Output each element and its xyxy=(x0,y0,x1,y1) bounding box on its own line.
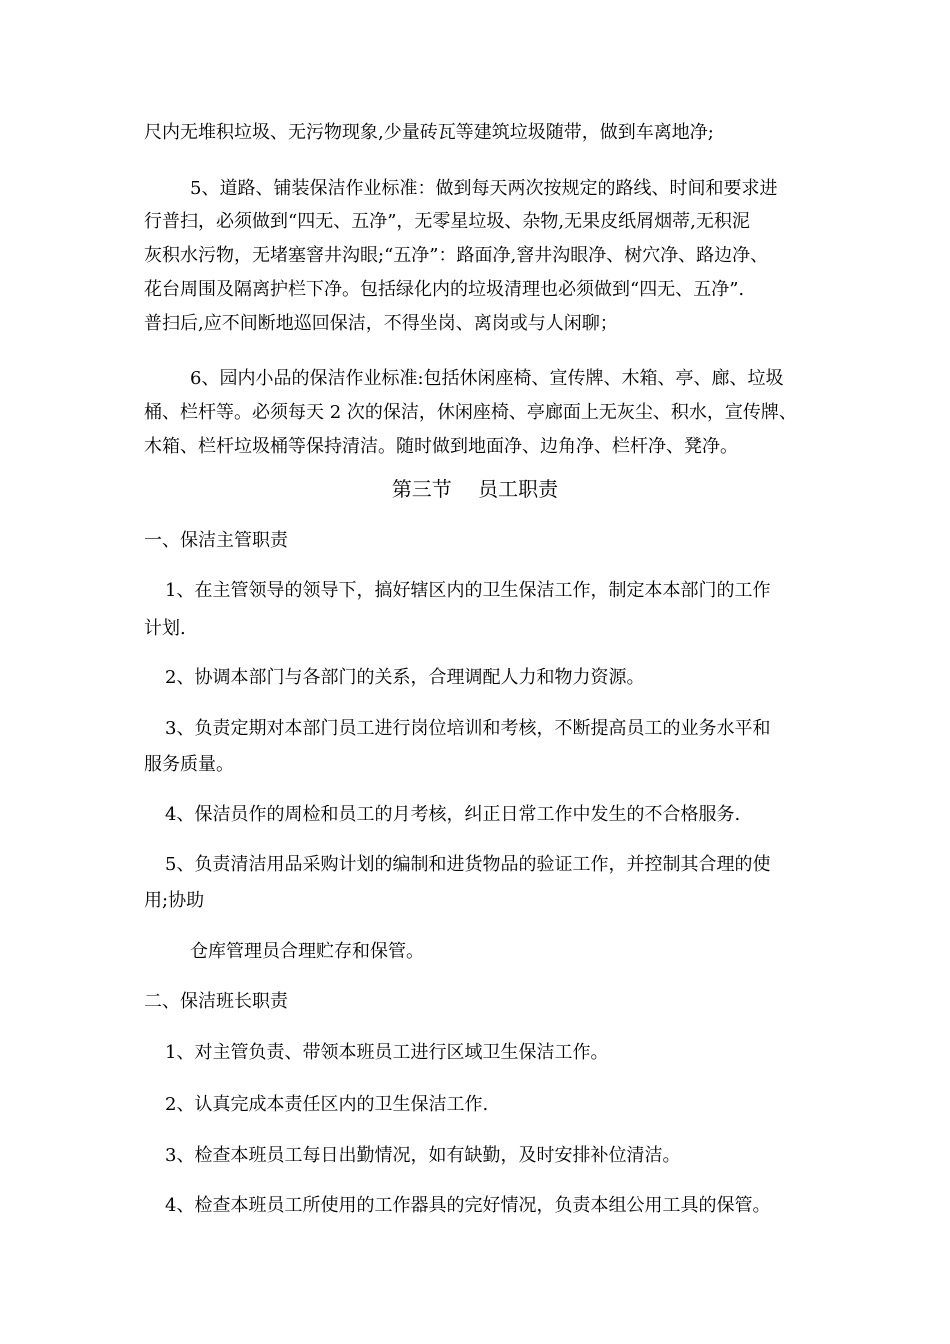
paragraph-line: 计划. xyxy=(144,618,186,639)
paragraph-line: 1、对主管负责、带领本班员工进行区域卫生保洁工作。 xyxy=(165,1042,609,1063)
section-heading: 一、保洁主管职责 xyxy=(144,530,288,551)
paragraph-line: 行普扫，必须做到“四无、五净”，无零星垃圾、杂物,无果皮纸屑烟蒂,无积泥 xyxy=(144,211,750,232)
paragraph-line: 4、检查本班员工所使用的工作器具的完好情况，负责本组公用工具的保管。 xyxy=(165,1195,771,1216)
paragraph-line: 桶、栏杆等。必须每天 2 次的保洁，休闲座椅、亭廊面上无灰尘、积水，宣传牌、 xyxy=(144,402,797,423)
paragraph-line: 5、负责清洁用品采购计划的编制和进货物品的验证工作，并控制其合理的使 xyxy=(165,854,771,875)
paragraph-line: 1、在主管领导的领导下，搞好辖区内的卫生保洁工作，制定本本部门的工作 xyxy=(165,580,771,601)
paragraph-line: 用;协助 xyxy=(144,890,205,911)
paragraph-line: 2、协调本部门与各部门的关系，合理调配人力和物力资源。 xyxy=(165,667,645,688)
paragraph-line: 服务质量。 xyxy=(144,754,234,775)
paragraph-line: 2、认真完成本责任区内的卫生保洁工作. xyxy=(165,1094,489,1115)
paragraph-line: 5、道路、铺装保洁作业标准：做到每天两次按规定的路线、时间和要求进 xyxy=(190,178,778,199)
paragraph-line: 仓库管理员合理贮存和保管。 xyxy=(190,941,424,962)
paragraph-line: 尺内无堆积垃圾、无污物现象,少量砖瓦等建筑垃圾随带，做到车离地净; xyxy=(144,122,714,143)
paragraph-line: 3、负责定期对本部门员工进行岗位培训和考核，不断提高员工的业务水平和 xyxy=(165,718,771,739)
section-heading: 二、保洁班长职责 xyxy=(144,991,288,1012)
section-title: 第三节 员工职责 xyxy=(391,477,559,501)
paragraph-line: 普扫后,应不间断地巡回保洁，不得坐岗、离岗或与人闲聊； xyxy=(144,313,618,334)
paragraph-line: 木箱、栏杆垃圾桶等保持清洁。随时做到地面净、边角净、栏杆净、凳净。 xyxy=(144,436,738,457)
paragraph-line: 3、检查本班员工每日出勤情况，如有缺勤，及时安排补位清洁。 xyxy=(165,1145,681,1166)
paragraph-line: 灰积水污物，无堵塞窨井沟眼;“五净”：路面净,窨井沟眼净、树穴净、路边净、 xyxy=(144,245,769,266)
paragraph-line: 6、园内小品的保洁作业标准:包括休闲座椅、宣传牌、木箱、亭、廊、垃圾 xyxy=(190,368,784,389)
paragraph-line: 花台周围及隔离护栏下净。包括绿化内的垃圾清理也必须做到“四无、五净”. xyxy=(144,279,745,300)
paragraph-line: 4、保洁员作的周检和员工的月考核，纠正日常工作中发生的不合格服务. xyxy=(165,804,741,825)
